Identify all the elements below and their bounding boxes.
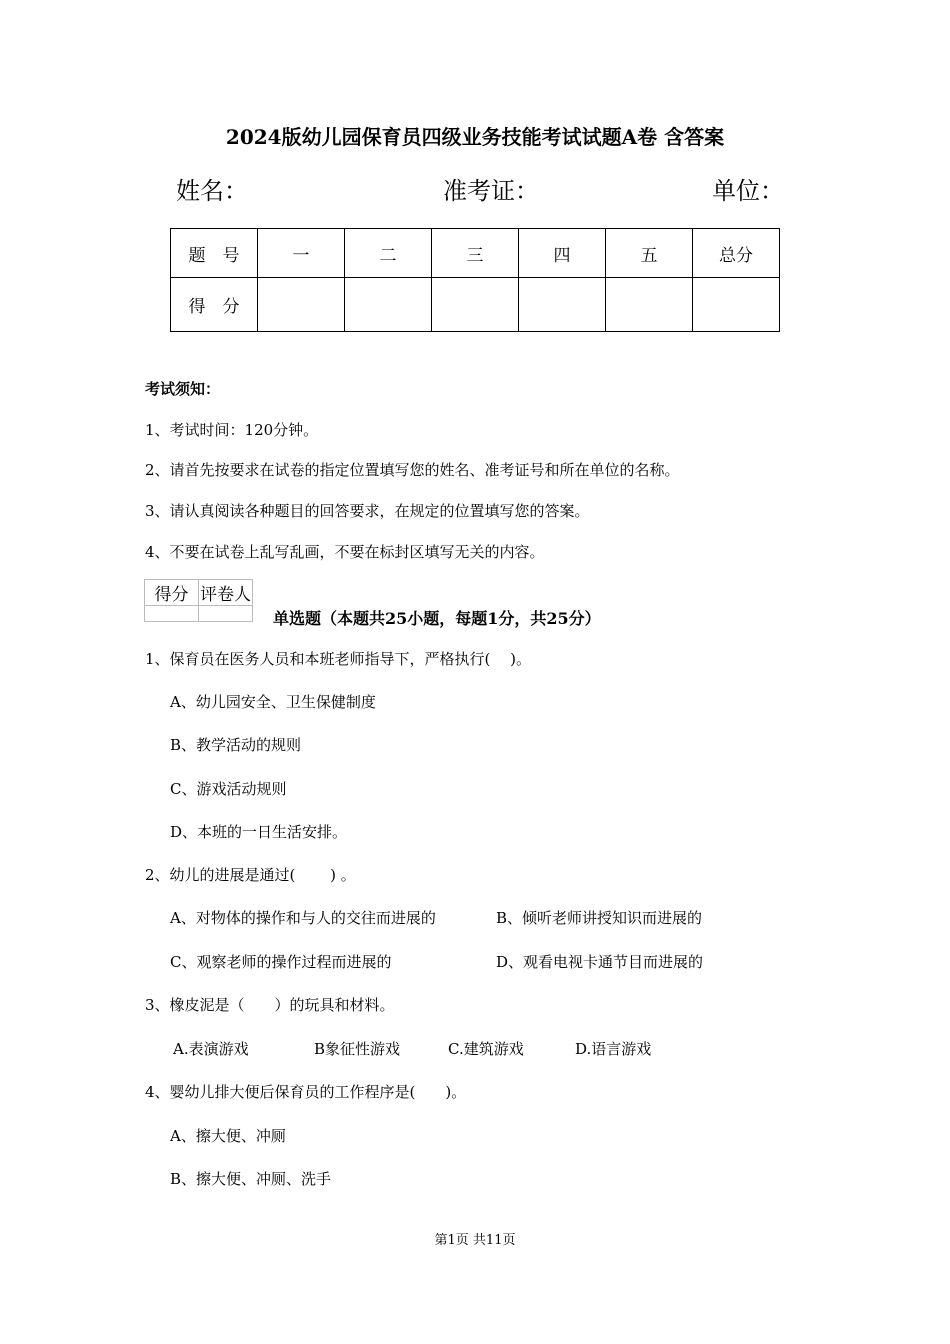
- score-table-row-label: 得 分: [171, 278, 258, 332]
- notice-item: 1、考试时间：120分钟。: [145, 421, 319, 439]
- score-table-row-label: 题 号: [171, 229, 258, 278]
- question-option: B、倾听老师讲授知识而进展的: [496, 909, 703, 927]
- grader-reviewer-cell[interactable]: [199, 606, 253, 622]
- question-option: D、本班的一日生活安排。: [170, 823, 348, 841]
- score-table-column: 一: [258, 229, 345, 278]
- score-table-header-row: [171, 229, 780, 278]
- score-cell[interactable]: [519, 278, 606, 332]
- question-option: A.表演游戏: [173, 1040, 249, 1058]
- score-table: [170, 228, 780, 332]
- score-cell[interactable]: [345, 278, 432, 332]
- name-label: 姓名：: [176, 177, 248, 205]
- grader-score-label: 得分: [145, 580, 199, 606]
- score-cell[interactable]: [432, 278, 519, 332]
- question-option: D、观看电视卡通节目而进展的: [496, 953, 704, 971]
- score-table-column: 四: [519, 229, 606, 278]
- question-stem: 2、幼儿的进展是通过( ) 。: [145, 866, 356, 884]
- score-table-column: 总分: [693, 229, 780, 278]
- question-stem: 4、婴幼儿排大便后保育员的工作程序是( )。: [145, 1083, 467, 1101]
- score-table-column: 五: [606, 229, 693, 278]
- notice-item: 2、请首先按要求在试卷的指定位置填写您的姓名、准考证号和所在单位的名称。: [145, 461, 680, 479]
- notice-item: 3、请认真阅读各种题目的回答要求，在规定的位置填写您的答案。: [145, 502, 590, 520]
- score-cell[interactable]: [693, 278, 780, 332]
- question-option: C、观察老师的操作过程而进展的: [170, 953, 392, 971]
- question-option: A、幼儿园安全、卫生保健制度: [170, 693, 376, 711]
- question-option: C.建筑游戏: [448, 1040, 524, 1058]
- score-cell[interactable]: [258, 278, 345, 332]
- grader-reviewer-label: 评卷人: [199, 580, 253, 606]
- exam-number-label: 准考证：: [443, 177, 539, 205]
- score-table-score-row: [171, 278, 780, 332]
- question-option: A、对物体的操作和与人的交往而进展的: [170, 909, 436, 927]
- question-option: B象征性游戏: [314, 1040, 401, 1058]
- question-option: B、教学活动的规则: [170, 736, 302, 754]
- score-table-column: 三: [432, 229, 519, 278]
- score-table-column: 二: [345, 229, 432, 278]
- score-cell[interactable]: [606, 278, 693, 332]
- section-title: 单选题（本题共25小题，每题1分，共25分）: [273, 609, 601, 628]
- question-option: D.语言游戏: [575, 1040, 652, 1058]
- question-option: C、游戏活动规则: [170, 780, 287, 798]
- notice-item: 4、不要在试卷上乱写乱画，不要在标封区填写无关的内容。: [145, 543, 545, 561]
- grader-score-cell[interactable]: [145, 606, 199, 622]
- unit-label: 单位：: [712, 177, 784, 205]
- question-stem: 1、保育员在医务人员和本班老师指导下，严格执行( )。: [145, 650, 532, 668]
- question-stem: 3、橡皮泥是（ ）的玩具和材料。: [145, 996, 395, 1014]
- question-option: B、擦大便、冲厕、洗手: [170, 1170, 332, 1188]
- notice-heading: 考试须知：: [145, 380, 221, 398]
- question-option: A、擦大便、冲厕: [170, 1127, 286, 1145]
- grader-box: [144, 579, 253, 622]
- page-title: 2024版幼儿园保育员四级业务技能考试试题A卷 含答案: [225, 125, 725, 149]
- page-footer: 第1页 共11页: [434, 1233, 516, 1248]
